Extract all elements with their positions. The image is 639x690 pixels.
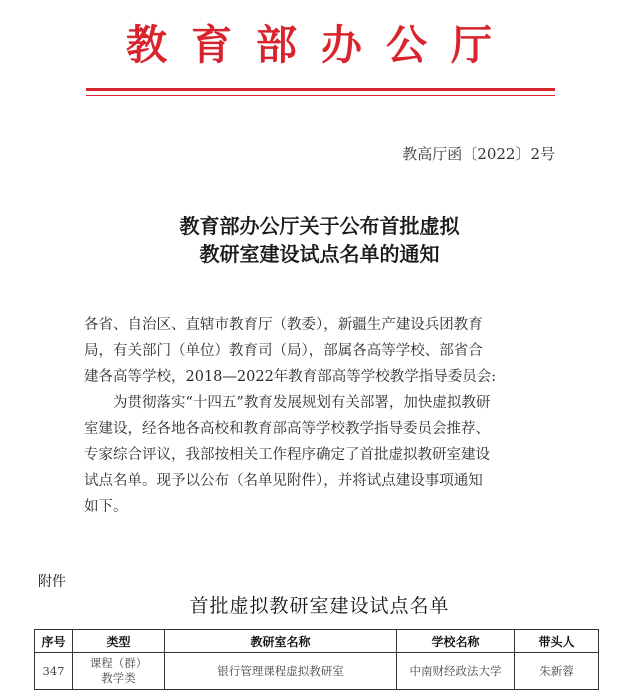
header-seq: 序号 <box>35 630 73 653</box>
attachment-list-title: 首批虚拟教研室建设试点名单 <box>189 595 450 617</box>
body-line: 局，有关部门（单位）教育司（局），部属各高等学校、部省合 <box>84 343 483 359</box>
body-line: 室建设，经各地各高校和教育部高等学校教学指导委员会推荐、 <box>84 421 490 437</box>
body-line: 如下。 <box>84 499 128 515</box>
cell-name: 银行管理课程虚拟教研室 <box>165 653 397 690</box>
attachment-label: 附件 <box>38 574 66 590</box>
notice-title <box>0 212 639 268</box>
header-leader: 带头人 <box>515 630 599 653</box>
letterhead-title: 教育部办公厅 <box>126 21 516 69</box>
header-name: 教研室名称 <box>165 630 397 653</box>
body-line: 试点名单。现予以公布（名单见附件），并将试点建设事项通知 <box>84 473 483 489</box>
body-line: 各省、自治区、直辖市教育厅（教委），新疆生产建设兵团教育 <box>84 317 483 333</box>
letterhead-rule-thin <box>86 95 555 96</box>
document-number: 教高厅函〔2022〕2号 <box>402 145 555 163</box>
body-line: 为贯彻落实“十四五”教育发展规划有关部署，加快虚拟教研 <box>113 395 491 411</box>
table-header-row <box>35 630 599 653</box>
body-line: 建各高等学校，2018—2022年教育部高等学校教学指导委员会: <box>84 369 497 385</box>
body-line: 专家综合评议，我部按相关工作程序确定了首批虚拟教研室建设 <box>84 447 490 463</box>
cell-seq: 347 <box>35 653 73 690</box>
pilot-list-table <box>34 629 599 690</box>
header-type: 类型 <box>73 630 165 653</box>
table-row <box>35 653 599 690</box>
cell-type <box>73 653 165 690</box>
cell-type-line-2: 教学类 <box>101 671 136 685</box>
header-school: 学校名称 <box>397 630 515 653</box>
cell-type-line-1: 课程（群） <box>89 656 148 670</box>
letterhead-rule-thick <box>86 88 555 91</box>
notice-title-line-2: 教研室建设试点名单的通知 <box>199 242 440 266</box>
notice-title-line-1: 教育部办公厅关于公布首批虚拟 <box>179 214 460 238</box>
cell-leader: 朱新蓉 <box>515 653 599 690</box>
notice-body <box>84 312 562 520</box>
cell-school: 中南财经政法大学 <box>397 653 515 690</box>
